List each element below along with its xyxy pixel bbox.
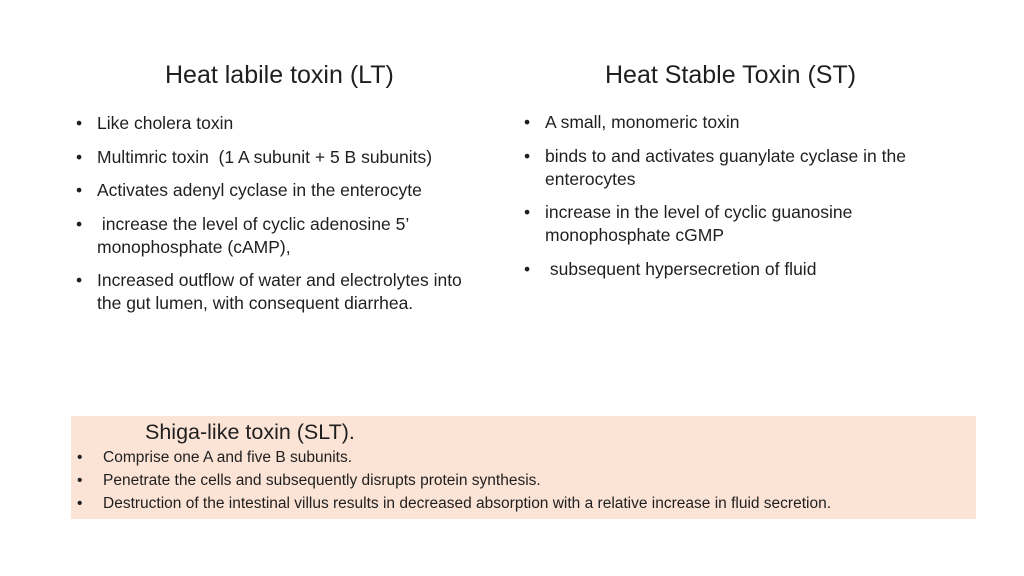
list-item — [76, 112, 496, 135]
lt-heading: Heat labile toxin (LT) — [165, 61, 394, 89]
st-bullet-list — [524, 111, 964, 291]
list-item-text: A small, monomeric toxin — [545, 112, 740, 132]
list-item — [524, 145, 964, 191]
list-item — [76, 269, 496, 315]
list-item-text: Penetrate the cells and subsequently disrupts protein synthesis. — [103, 472, 541, 489]
slt-title: Shiga-like toxin (SLT). — [145, 420, 355, 444]
list-item — [77, 492, 831, 515]
list-item — [77, 469, 831, 492]
list-item — [76, 213, 496, 259]
st-heading: Heat Stable Toxin (ST) — [605, 61, 857, 89]
list-item — [77, 446, 831, 469]
bullet-icon: • — [524, 258, 531, 279]
list-item-text: increase the level of cyclic adenosine 5’ monophosphate (cAMP), — [97, 213, 414, 257]
list-item-text: Like cholera toxin — [97, 113, 234, 133]
slt-bullet-list — [77, 446, 831, 515]
lt-bullet-list — [76, 112, 496, 326]
list-item — [524, 111, 964, 134]
slt-box — [71, 416, 976, 519]
list-item-text: Increased outflow of water and electrolytes into the gut lumen, with consequent diarrhea. — [97, 270, 462, 313]
bullet-icon: • — [76, 180, 83, 200]
list-item-text: Comprise one A and five B subunits. — [103, 449, 353, 466]
list-item-text: binds to and activates guanylate cyclase in the enterocytes — [545, 145, 906, 189]
bullet-icon: • — [77, 449, 83, 466]
bullet-icon: • — [524, 112, 531, 132]
list-item — [524, 258, 964, 281]
bullet-icon: • — [76, 146, 83, 167]
bullet-icon: • — [77, 495, 83, 512]
bullet-icon: • — [76, 213, 83, 234]
bullet-icon: • — [524, 202, 531, 222]
list-item — [524, 201, 964, 247]
list-item-text: subsequent hypersecretion of fluid — [545, 258, 817, 279]
list-item — [76, 146, 496, 169]
list-item — [76, 179, 496, 202]
bullet-icon: • — [524, 145, 531, 166]
bullet-icon: • — [76, 113, 83, 133]
bullet-icon: • — [76, 270, 83, 290]
bullet-icon: • — [77, 472, 83, 489]
list-item-text: Multimric toxin (1 A subunit + 5 B subunits) — [97, 146, 433, 167]
list-item-text: increase in the level of cyclic guanosine monophosphate cGMP — [545, 202, 853, 245]
list-item-text: Destruction of the intestinal villus results in decreased absorption with a relative increase in fluid secretion. — [103, 495, 832, 512]
list-item-text: Activates adenyl cyclase in the enterocyte — [97, 180, 422, 200]
